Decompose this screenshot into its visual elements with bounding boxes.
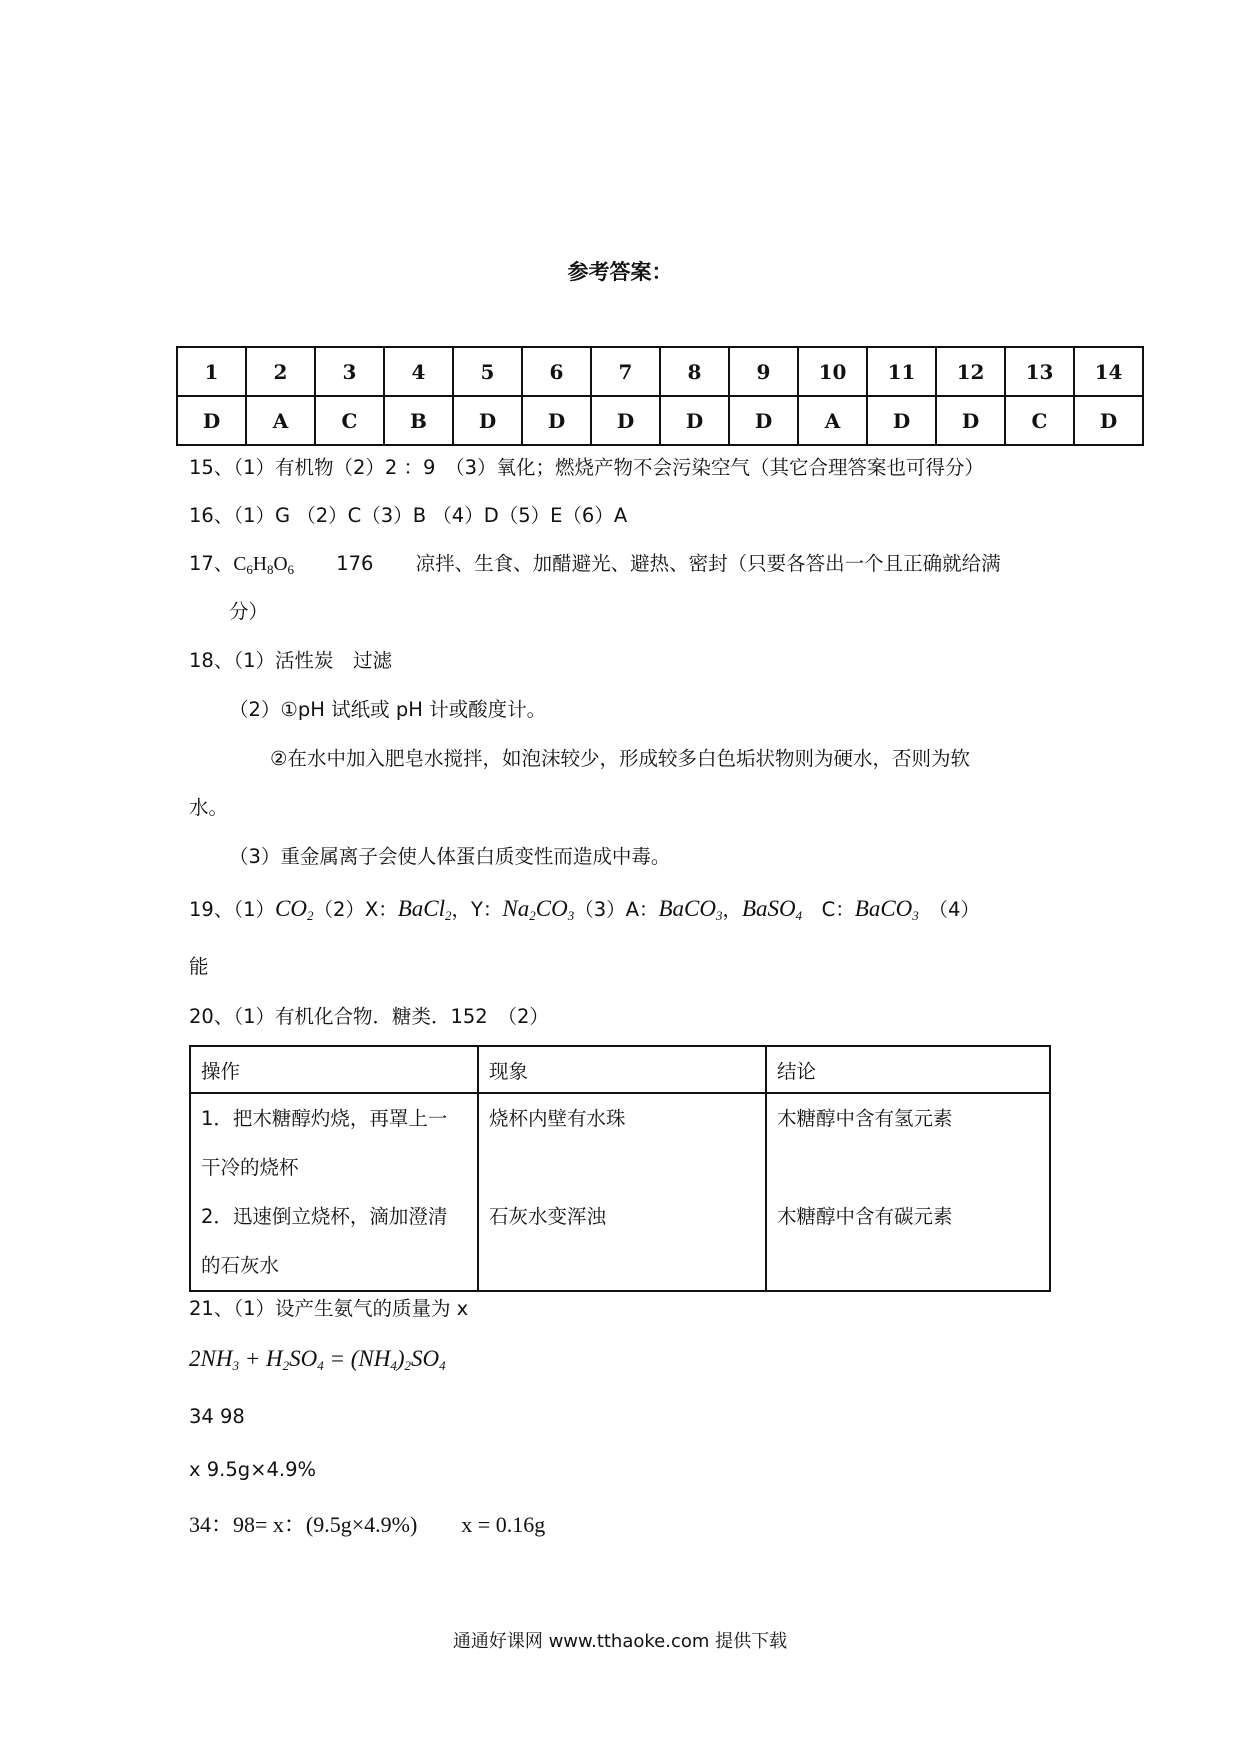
operation-step-2-cont: 的石灰水 [201,1254,280,1277]
question-number: 3 [315,347,384,396]
equation-part: 2NH [189,1346,233,1371]
experiment-table-header [190,1046,1050,1093]
formula-co2 [275,896,313,921]
question-number: 10 [798,347,867,396]
question-number-row [177,347,1143,396]
equation-part: ) [396,1346,405,1371]
formula-part: Na [502,896,530,921]
formula-subscript: 8 [266,562,274,577]
equation-part: SO [289,1346,318,1371]
answer-cell: D [453,396,522,445]
experiment-table [189,1045,1051,1292]
formula-baso4 [742,896,802,921]
q19-text: ，Y： [451,898,503,921]
answer-cell: D [660,396,729,445]
experiment-table-row [190,1093,1050,1291]
question-number: 1 [177,347,246,396]
answer-q19 [189,897,980,922]
formula-part: O [273,554,288,575]
formula-subscript: 2 [529,908,536,923]
question-number: 14 [1074,347,1143,396]
equation-part: + H [238,1346,283,1371]
q17-molar-mass: 176 [336,552,374,575]
phenomenon-2: 石灰水变浑浊 [489,1205,607,1228]
q19-text: 19、（1） [189,898,275,921]
answer-cell: A [246,396,315,445]
formula-part: BaCl [397,896,445,921]
answer-q17-continuation: 分） [229,600,269,623]
question-number: 11 [867,347,936,396]
answer-q20-intro: 20、（1）有机化合物．糖类．152 （2） [189,1005,549,1028]
conclusion-1: 木糖醇中含有氢元素 [777,1107,953,1130]
formula-subscript: 3 [912,908,919,923]
phenomenon-cell [478,1093,766,1291]
equation-subscript: 4 [390,1358,397,1373]
answer-q21-line1: 21、（1）设产生氨气的质量为 x [189,1297,469,1320]
conclusion-cell [766,1093,1050,1291]
formula-bacl2 [398,896,452,921]
formula-subscript: 2 [444,908,452,923]
question-number: 13 [1005,347,1074,396]
answer-q18-line4: 水。 [189,796,229,819]
equation-subscript: 2 [282,1358,290,1373]
conclusion-2: 木糖醇中含有碳元素 [777,1205,953,1228]
equation-part: = (NH [323,1346,391,1371]
answer-cell: D [177,396,246,445]
formula-baco3 [658,896,722,921]
answer-q17 [189,554,1001,576]
formula-part: CO [274,896,307,921]
formula-part: CO [535,896,568,921]
formula-subscript: 6 [246,562,253,577]
q17-prefix: 17、 [189,552,234,575]
answer-cell: C [315,396,384,445]
operation-cell [190,1093,478,1291]
answer-cell: D [936,396,1005,445]
formula-part: H [252,554,267,575]
header-operation: 操作 [190,1046,478,1093]
answer-cell: B [384,396,453,445]
page-footer: 通通好课网 www.tthaoke.com 提供下载 [452,1631,788,1652]
formula-part: BaSO [741,896,796,921]
q19-text: ， [722,898,742,921]
q19-text: （4） [918,898,980,921]
question-number: 9 [729,347,798,396]
equation-subscript: 4 [317,1358,324,1373]
q17-text: 凉拌、生食、加醋避光、避热、密封（只要各答出一个且正确就给满 [415,552,1001,575]
chemical-equation [189,1347,446,1372]
answer-q18-line5: （3）重金属离子会使人体蛋白质变性而造成中毒。 [229,845,671,868]
operation-step-1-cont: 干冷的烧杯 [201,1156,299,1179]
q19-text: （2）X： [313,898,398,921]
header-conclusion: 结论 [766,1046,1050,1093]
question-number: 12 [936,347,1005,396]
answer-q15: 15、（1）有机物（2）2 ：9 （3）氧化；燃烧产物不会污染空气（其它合理答案也可得分） [189,456,985,479]
formula-baco3 [855,896,919,921]
phenomenon-1: 烧杯内壁有水珠 [489,1107,626,1130]
formula-subscript: 6 [287,562,295,577]
question-number: 4 [384,347,453,396]
answer-cell: D [867,396,936,445]
answer-row [177,396,1143,445]
equation-part: SO [411,1346,440,1371]
answer-q21-quantities: x 9.5g×4.9% [189,1458,317,1481]
formula-subscript: 3 [567,908,575,923]
answer-q16: 16、（1）G （2）C（3）B （4）D（5）E（6）A [189,504,628,527]
formula-subscript: 2 [306,908,314,923]
answer-cell: D [1074,396,1143,445]
operation-step-2: 2．迅速倒立烧杯，滴加澄清 [201,1205,448,1228]
formula-part: BaCO [658,896,716,921]
answer-cell: D [522,396,591,445]
equation-subscript: 4 [439,1358,446,1373]
question-number: 5 [453,347,522,396]
equation-subscript: 2 [404,1358,412,1373]
answer-q18-line2: （2）①pH 试纸或 pH 计或酸度计。 [229,698,547,721]
q19-text: C： [802,898,855,921]
formula-part: BaCO [854,896,913,921]
question-number: 2 [246,347,315,396]
q19-text: （3）A： [574,898,659,921]
formula-na2co3 [502,896,574,921]
answer-q18-line1: 18、（1）活性炭 过滤 [189,649,392,672]
question-number: 7 [591,347,660,396]
multiple-choice-answer-table [176,346,1144,446]
formula-subscript: 4 [795,908,803,923]
q17-formula [233,554,294,575]
page-title: 参考答案： [567,260,673,284]
operation-step-1: 1．把木糖醇灼烧，再罩上一 [201,1107,448,1130]
answer-q18-line3: ②在水中加入肥皂水搅拌，如泡沫较少，形成较多白色垢状物则为硬水，否则为软 [270,747,970,770]
answer-cell: D [591,396,660,445]
answer-cell: C [1005,396,1074,445]
answer-q21-proportion: 34：98= x：(9.5g×4.9%) x = 0.16g [189,1512,546,1537]
question-number: 6 [522,347,591,396]
formula-subscript: 3 [715,908,723,923]
equation-subscript: 3 [232,1358,239,1373]
question-number: 8 [660,347,729,396]
answer-cell: D [729,396,798,445]
answer-cell: A [798,396,867,445]
formula-part: C [233,554,247,575]
answer-q19-continuation: 能 [189,955,209,978]
answer-q21-masses: 34 98 [189,1405,245,1428]
header-phenomenon: 现象 [478,1046,766,1093]
